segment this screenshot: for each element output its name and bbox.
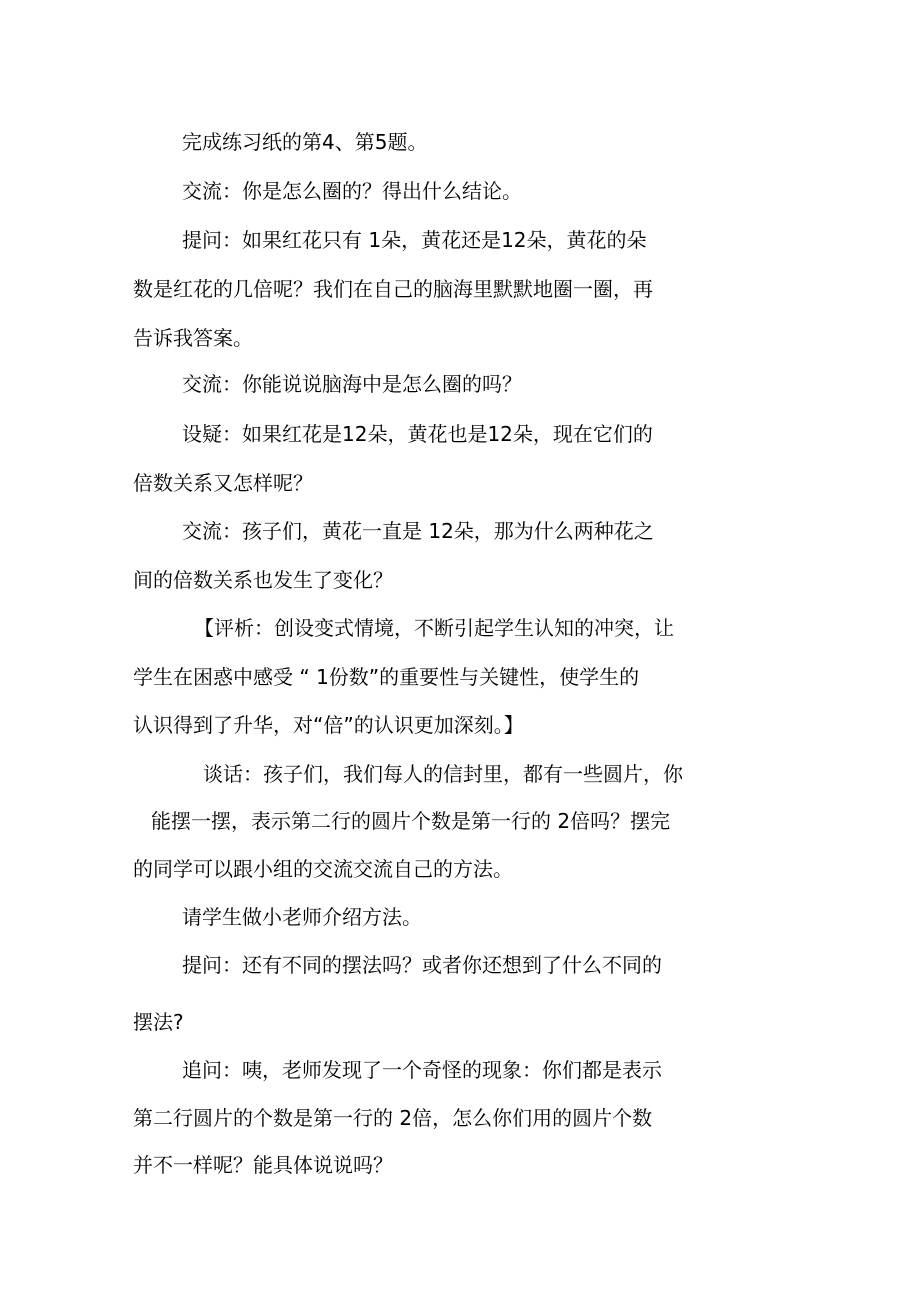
text-line: 谈话：孩子们，我们每人的信封里，都有一些圆片，你 <box>203 762 683 786</box>
text-line: 的同学可以跟小组的交流交流自己的方法。 <box>133 857 513 881</box>
text-line: 请学生做小老师介绍方法。 <box>182 905 422 929</box>
text-line: 设疑：如果红花是12朵，黄花也是12朵，现在它们的 <box>182 422 653 446</box>
text-line: 交流：孩子们，黄花一直是 12朵，那为什么两种花之 <box>182 519 654 543</box>
text-line: 能摆一摆，表示第二行的圆片个数是第一行的 2倍吗？摆完 <box>151 809 671 833</box>
text-line: 告诉我答案。 <box>133 326 253 350</box>
text-line: 追问：咦，老师发现了一个奇怪的现象：你们都是表示 <box>182 1058 662 1082</box>
text-line: 数是红花的几倍呢？我们在自己的脑海里默默地圈一圈，再 <box>133 277 653 301</box>
text-line: 完成练习纸的第4、第5题。 <box>182 130 428 154</box>
text-line: 倍数关系又怎样呢？ <box>133 471 313 495</box>
text-line: 交流：你能说说脑海中是怎么圈的吗？ <box>182 372 522 396</box>
text-line: 第二行圆片的个数是第一行的 2倍，怎么你们用的圆片个数 <box>133 1106 653 1130</box>
text-line: 提问：如果红花只有 1朵，黄花还是12朵，黄花的朵 <box>182 228 647 252</box>
text-line: 认识得到了升华，对“倍”的认识更加深刻。】 <box>133 713 524 737</box>
text-line: 摆法? <box>133 1010 184 1034</box>
text-line: 学生在困惑中感受 “ 1份数”的重要性与关键性，使学生的 <box>133 665 640 689</box>
text-line: 间的倍数关系也发生了变化？ <box>133 568 393 592</box>
text-line: 【评析：创设变式情境，不断引起学生认知的冲突，让 <box>194 616 674 640</box>
text-line: 交流：你是怎么圈的？得出什么结论。 <box>182 179 522 203</box>
text-line: 提问：还有不同的摆法吗？或者你还想到了什么不同的 <box>182 953 662 977</box>
text-line: 并不一样呢？能具体说说吗？ <box>133 1153 393 1177</box>
